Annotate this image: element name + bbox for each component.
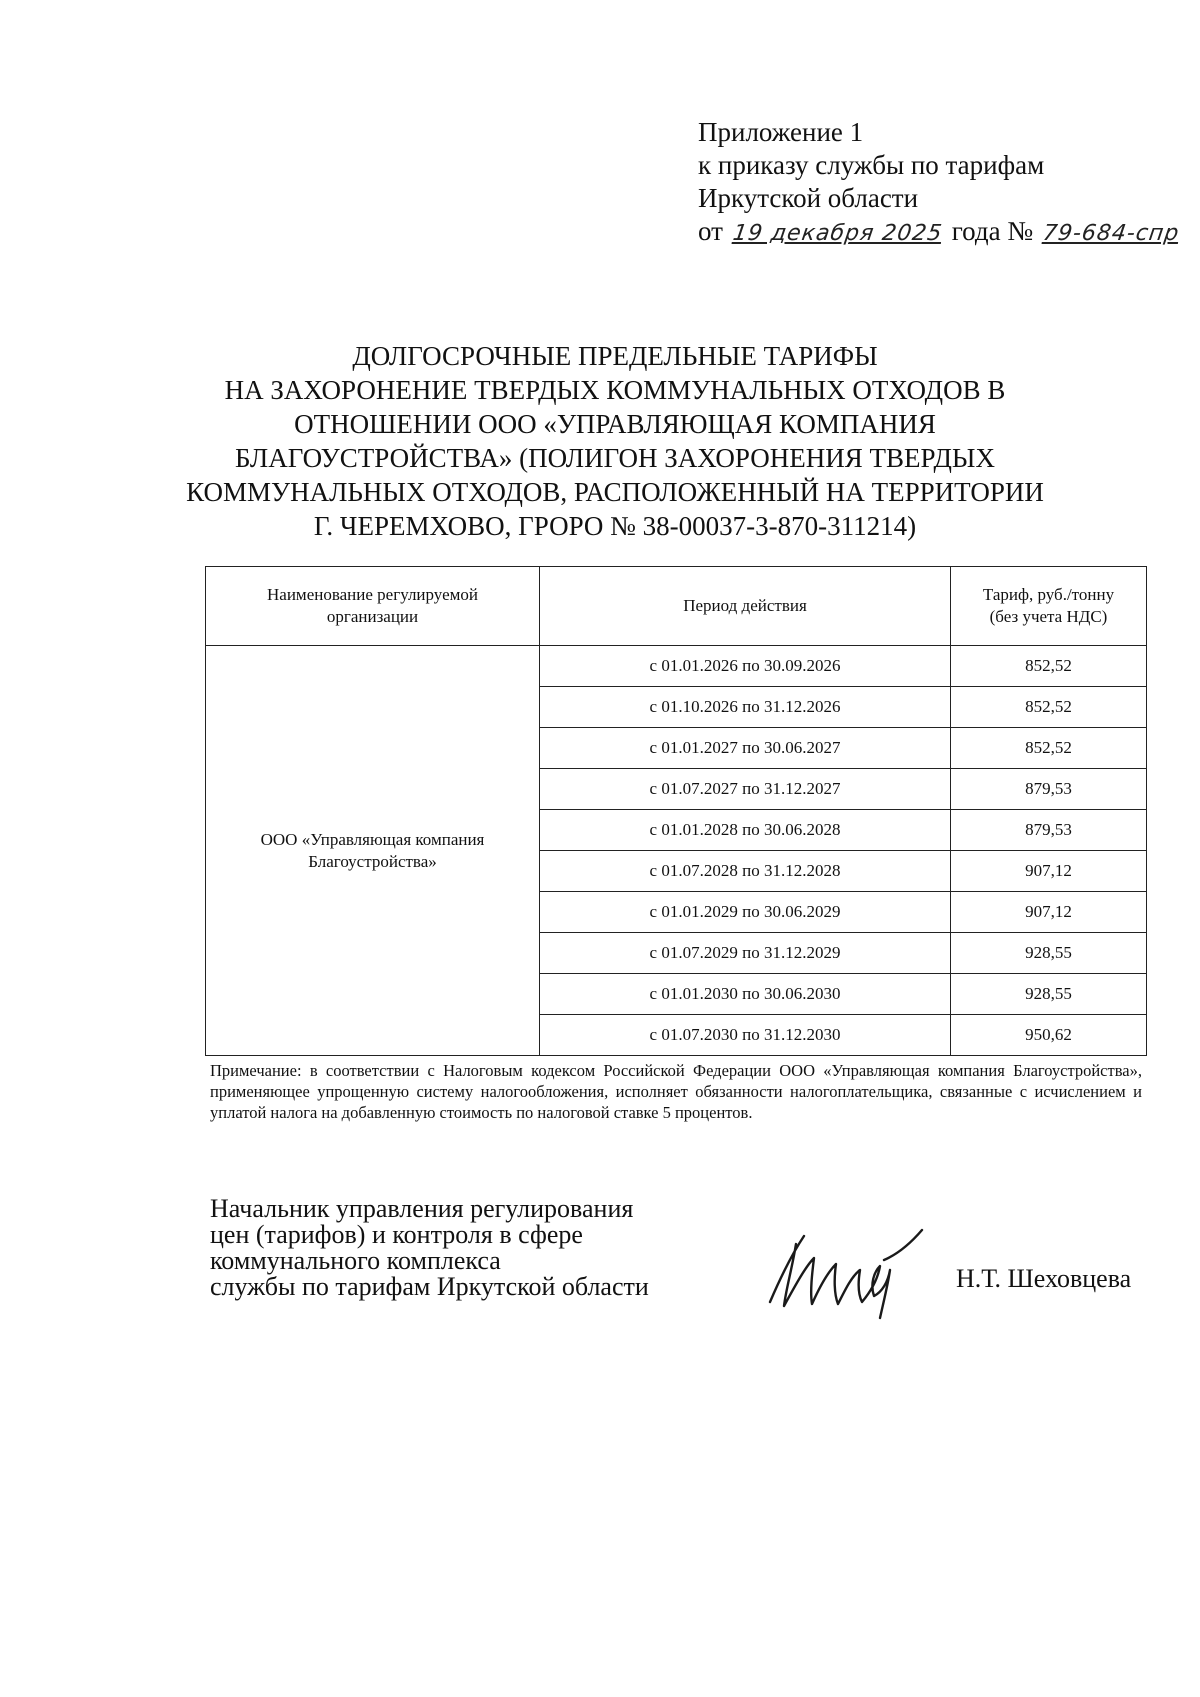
tariff-cell: 852,52 (951, 728, 1147, 769)
title-line: НА ЗАХОРОНЕНИЕ ТВЕРДЫХ КОММУНАЛЬНЫХ ОТХОДОВ В (224, 375, 1006, 405)
position-line: Начальник управления регулирования (210, 1194, 634, 1223)
order-number-handwritten: 79-684-спр (1041, 221, 1181, 246)
appendix-region: Иркутской области (698, 183, 919, 213)
table-header-row (206, 567, 1147, 646)
period-cell: с 01.01.2029 по 30.06.2029 (540, 892, 951, 933)
organization-cell: ООО «Управляющая компания Благоустройства» (206, 646, 540, 1056)
position-line: коммунального комплекса (210, 1246, 501, 1275)
header-tariff: Тариф, руб./тонну (без учета НДС) (951, 567, 1147, 646)
signer-name: Н.Т. Шеховцева (956, 1264, 1132, 1293)
order-reference (698, 215, 1181, 250)
period-cell: с 01.07.2028 по 31.12.2028 (540, 851, 951, 892)
period-cell: с 01.07.2030 по 31.12.2030 (540, 1015, 951, 1056)
period-cell: с 01.10.2026 по 31.12.2026 (540, 687, 951, 728)
appendix-header (698, 116, 1181, 250)
tariff-cell: 950,62 (951, 1015, 1147, 1056)
title-line: ДОЛГОСРОЧНЫЕ ПРЕДЕЛЬНЫЕ ТАРИФЫ (352, 341, 878, 371)
signatory-position (210, 1196, 730, 1300)
period-cell: с 01.01.2027 по 30.06.2027 (540, 728, 951, 769)
title-line: КОММУНАЛЬНЫХ ОТХОДОВ, РАСПОЛОЖЕННЫЙ НА ТЕРРИТОРИИ (186, 477, 1044, 507)
order-middle: года № (951, 216, 1034, 246)
period-cell: с 01.01.2028 по 30.06.2028 (540, 810, 951, 851)
header-organization: Наименование регулируемой организации (206, 567, 540, 646)
tariff-cell: 852,52 (951, 687, 1147, 728)
tariff-cell: 852,52 (951, 646, 1147, 687)
position-line: службы по тарифам Иркутской области (210, 1272, 649, 1301)
handwritten-signature (762, 1214, 932, 1324)
period-cell: с 01.07.2027 по 31.12.2027 (540, 769, 951, 810)
table-row (206, 646, 1147, 687)
tariff-cell: 928,55 (951, 974, 1147, 1015)
tariff-cell: 928,55 (951, 933, 1147, 974)
tax-note: Примечание: в соответствии с Налоговым кодексом Российской Федерации ООО «Управляющая компания Благоустройства», применяющее упрощенную систему налогообложения, исполняет обязанности налогоплательщика, связанные с исчислением и уплатой налога на добавленную стоимость по налоговой ставке 5 процентов. (210, 1061, 1142, 1122)
order-prefix: от (698, 216, 723, 246)
header-period: Период действия (540, 567, 951, 646)
appendix-number: Приложение 1 (698, 117, 864, 147)
tariff-cell: 907,12 (951, 892, 1147, 933)
tariff-cell: 907,12 (951, 851, 1147, 892)
tariff-cell: 879,53 (951, 810, 1147, 851)
period-cell: с 01.01.2030 по 30.06.2030 (540, 974, 951, 1015)
period-cell: с 01.01.2026 по 30.09.2026 (540, 646, 951, 687)
appendix-to-order: к приказу службы по тарифам (698, 150, 1045, 180)
title-line: ОТНОШЕНИИ ООО «УПРАВЛЯЮЩАЯ КОМПАНИЯ (294, 409, 936, 439)
tariff-table (205, 566, 1147, 1056)
title-line: Г. ЧЕРЕМХОВО, ГРОРО № 38-00037-3-870-311214) (313, 511, 917, 541)
position-line: цен (тарифов) и контроля в сфере (210, 1220, 583, 1249)
order-date-handwritten: 19 декабря 2025 (730, 221, 944, 246)
period-cell: с 01.07.2029 по 31.12.2029 (540, 933, 951, 974)
tariff-cell: 879,53 (951, 769, 1147, 810)
title-line: БЛАГОУСТРОЙСТВА» (ПОЛИГОН ЗАХОРОНЕНИЯ ТВЕРДЫХ (235, 443, 995, 473)
document-title (150, 339, 1080, 543)
